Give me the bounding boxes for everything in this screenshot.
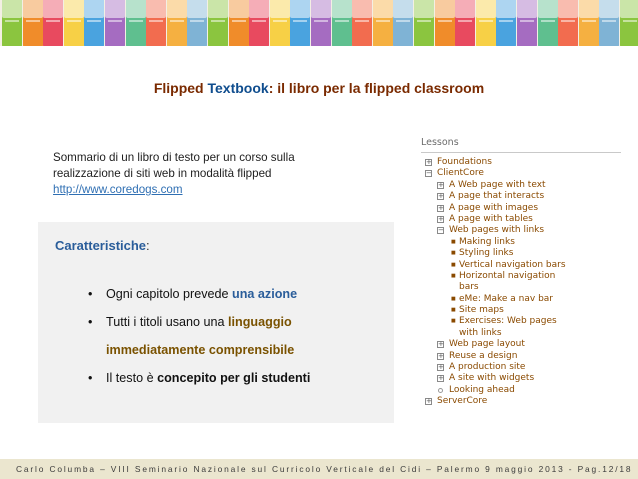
pencil-icon <box>517 0 537 46</box>
tree-item-label: ClientCore <box>437 168 484 179</box>
expand-icon[interactable]: + <box>426 397 432 406</box>
pencil-icon <box>393 0 413 46</box>
tree-item-label: A site with widgets <box>449 373 535 384</box>
pencil-icon <box>146 0 166 46</box>
summary-line-2: realizzazione di siti web in modalità flipped <box>53 167 272 180</box>
tree-item-label: Styling links <box>459 248 514 259</box>
pencil-icon <box>167 0 187 46</box>
tree-item-label: A page that interacts <box>449 191 545 202</box>
tree-item-label: A page with tables <box>449 213 533 224</box>
pencil-icon <box>476 0 496 46</box>
tree-item[interactable] <box>421 385 621 396</box>
list-item: • Il testo è concepito per gli studenti <box>88 371 311 385</box>
pencil-icon <box>64 0 84 46</box>
pencil-icon <box>373 0 393 46</box>
pencil-icon <box>43 0 63 46</box>
tree-item-label: ServerCore <box>437 396 488 407</box>
tree-item-label: Foundations <box>437 157 492 167</box>
pencil-icon <box>2 0 22 46</box>
pencil-icon <box>558 0 578 46</box>
summary-text <box>53 150 348 198</box>
tree-item[interactable] <box>421 271 621 282</box>
tree-item[interactable] <box>421 225 621 236</box>
bullet-icon: ■ <box>451 318 456 325</box>
tree-item-label: Web pages with links <box>449 225 545 236</box>
divider <box>421 152 621 153</box>
slide-title: Flipped Textbook: il libro per la flipped classroom <box>153 80 485 96</box>
tree-item[interactable] <box>421 203 621 214</box>
pencil-icon <box>435 0 455 46</box>
tree-item[interactable] <box>421 373 621 384</box>
pencil-icon <box>187 0 207 46</box>
tree-item-label: Site maps <box>459 305 504 316</box>
expand-icon[interactable]: + <box>438 180 444 189</box>
expand-icon[interactable]: + <box>438 351 444 360</box>
tree-item[interactable] <box>421 157 621 168</box>
list-item: • Ogni capitolo prevede una azione <box>88 287 298 301</box>
pencil-icon <box>311 0 331 46</box>
bullet-icon: ■ <box>451 307 456 314</box>
bullet-icon: ■ <box>451 261 456 268</box>
pencil-icon <box>105 0 125 46</box>
tree-item[interactable] <box>421 237 621 248</box>
expand-icon[interactable]: + <box>438 363 444 372</box>
tree-item-label: Making links <box>459 236 515 247</box>
pencil-icon <box>599 0 619 46</box>
tree-item-label: Web page layout <box>449 339 525 350</box>
pencil-banner <box>0 0 638 46</box>
pencil-icon <box>538 0 558 46</box>
footer-credits: Carlo Columba – VIII Seminario Nazionale sul Curricolo Verticale del Cidi – Palermo 9 maggio 2013 - Pag.12/18 <box>0 459 638 479</box>
tree-item[interactable] <box>421 282 621 293</box>
tree-item[interactable] <box>421 294 621 305</box>
pencil-icon <box>620 0 638 46</box>
tree-item-label: Horizontal navigation <box>459 270 556 281</box>
summary-line-1: Sommario di un libro di testo per un corso sulla <box>53 151 295 164</box>
coredogs-link[interactable]: http://www.coredogs.com <box>53 183 183 196</box>
expand-icon[interactable]: + <box>438 203 444 212</box>
list-item: • Tutti i titoli usano una linguaggio immediatamente comprensibile <box>88 315 295 357</box>
pencil-icon <box>496 0 516 46</box>
pencil-icon <box>229 0 249 46</box>
pencil-icon <box>84 0 104 46</box>
tree-item[interactable] <box>421 396 621 407</box>
tree-item[interactable] <box>421 248 621 259</box>
pencil-icon <box>208 0 228 46</box>
pencil-icon <box>270 0 290 46</box>
pencil-icon <box>23 0 43 46</box>
tree-item-label: A production site <box>449 362 526 373</box>
tree-item[interactable] <box>421 305 621 316</box>
features-list <box>88 280 388 392</box>
tree-item-label: Looking ahead <box>449 384 515 395</box>
bullet-icon: ■ <box>451 272 456 279</box>
tree-item[interactable] <box>421 180 621 191</box>
tree-item-label: eMe: Make a nav bar <box>459 293 554 304</box>
lessons-tree <box>421 137 621 408</box>
pencil-icon <box>352 0 372 46</box>
pencil-icon <box>249 0 269 46</box>
tree-item-label: Exercises: Web pages <box>459 316 557 327</box>
tree-item-label: A Web page with text <box>449 179 546 190</box>
pencil-icon <box>290 0 310 46</box>
expand-icon[interactable]: + <box>426 158 432 166</box>
tree-item-label: Reuse a design <box>449 350 518 361</box>
expand-icon[interactable]: + <box>438 374 444 383</box>
tree-item[interactable] <box>421 316 621 327</box>
pencil-icon <box>579 0 599 46</box>
pencil-icon <box>126 0 146 46</box>
tree-item[interactable] <box>421 339 621 350</box>
bullet-icon: ■ <box>451 250 456 257</box>
tree-item[interactable] <box>421 351 621 362</box>
collapse-icon[interactable]: − <box>426 169 432 178</box>
tree-item[interactable] <box>421 328 621 339</box>
tree-item[interactable] <box>421 168 621 179</box>
bullet-icon: ■ <box>451 295 456 302</box>
features-box <box>38 222 394 423</box>
tree-item[interactable] <box>421 214 621 225</box>
tree-item[interactable] <box>421 191 621 202</box>
bullet-icon: ■ <box>451 238 456 245</box>
tree-item[interactable] <box>421 362 621 373</box>
lessons-heading: Lessons <box>421 137 459 148</box>
tree-items <box>421 157 621 408</box>
pencil-icon <box>332 0 352 46</box>
tree-item-label: bars <box>459 282 479 293</box>
expand-icon[interactable]: + <box>438 192 444 201</box>
expand-icon[interactable]: + <box>438 214 444 223</box>
tree-item-label: A page with images <box>449 202 539 213</box>
pencil-icon <box>455 0 475 46</box>
pencil-icon <box>414 0 434 46</box>
circle-icon <box>438 388 443 393</box>
features-heading: Caratteristiche: <box>55 238 150 253</box>
expand-icon[interactable]: + <box>438 340 444 349</box>
tree-item[interactable] <box>421 260 621 271</box>
tree-item-label: Vertical navigation bars <box>459 259 566 270</box>
collapse-icon[interactable]: − <box>438 226 444 235</box>
title-highlight: Textbook <box>207 80 269 96</box>
tree-item-label: with links <box>459 327 502 338</box>
